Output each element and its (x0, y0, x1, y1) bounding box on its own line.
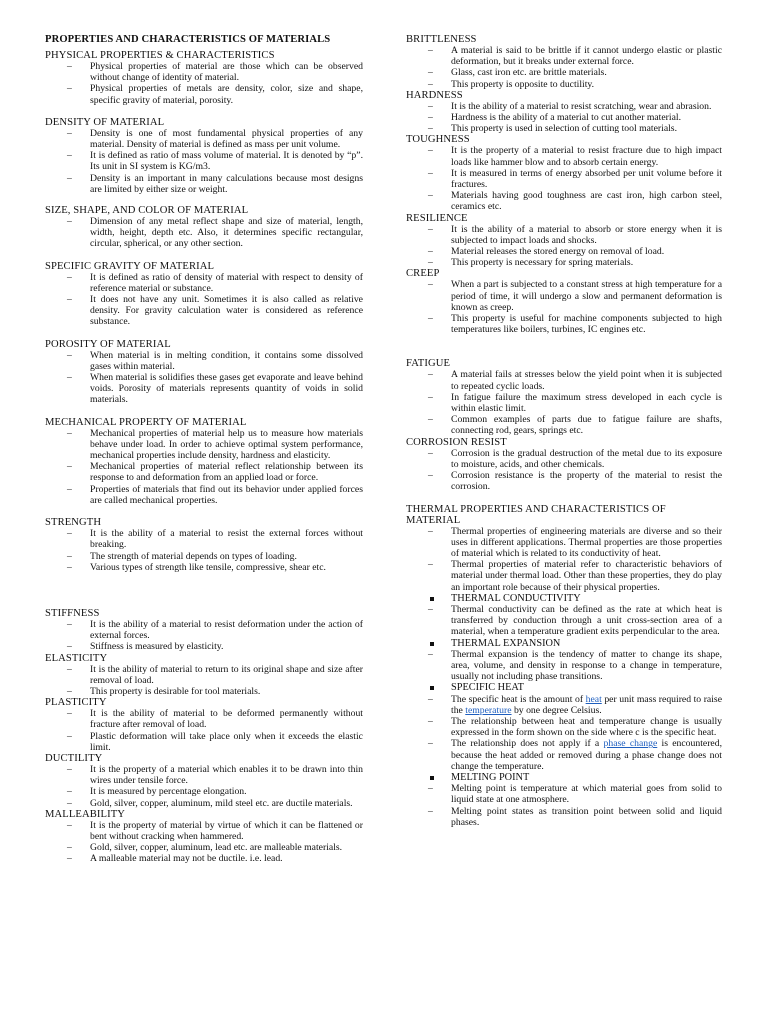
list-item (406, 246, 722, 257)
bullet-text (451, 694, 722, 716)
list-item (45, 551, 363, 562)
section-plasticity (45, 697, 363, 753)
list-item (406, 67, 722, 78)
bullet-text: Corrosion is the gradual destruction of the metal due to its exposure to moisture, acids, and other chemicals. (451, 447, 722, 470)
square-bullet-icon (430, 597, 434, 601)
bullet-text: It is defined as ratio of mass volume of material. It is denoted by “p”. Its unit in SI system is KG/m3. (90, 150, 363, 173)
text-run: is encountered, because the heat added or removed during a phase change does not change the temperature. (451, 738, 722, 772)
dash-bullet-icon: – (428, 470, 433, 482)
bullet-list (406, 101, 722, 135)
bullet-text: Material releases the stored energy on removal of load. (451, 246, 665, 258)
bullet-text: Melting point states as transition point between solid and liquid phases. (451, 805, 722, 828)
dash-bullet-icon: – (428, 559, 433, 571)
bullet-text: Corrosion resistance is the property of the material to resist the corrosion. (451, 470, 722, 493)
section-heading: DENSITY OF MATERIAL (45, 116, 165, 128)
dash-bullet-icon: – (67, 786, 72, 798)
list-item (45, 150, 363, 172)
bullet-text: Physical properties of material are those which can be observed without change of identity of material. (90, 61, 363, 84)
section-heading: RESILIENCE (406, 212, 468, 224)
dash-bullet-icon: – (67, 294, 72, 306)
section-heading: PLASTICITY (45, 697, 107, 709)
dash-bullet-icon: – (428, 257, 433, 269)
bullet-list (45, 764, 363, 809)
dash-bullet-icon: – (428, 603, 433, 615)
list-item (45, 764, 363, 786)
section-heading: MECHANICAL PROPERTY OF MATERIAL (45, 416, 247, 428)
bullet-list (45, 528, 363, 573)
dash-bullet-icon: – (67, 819, 72, 831)
list-item (406, 526, 722, 560)
list-item (406, 738, 722, 772)
dash-bullet-icon: – (428, 369, 433, 381)
section-heading: DUCTILITY (45, 752, 103, 764)
bullet-list (45, 128, 363, 195)
text-run: per unit mass required to raise the (451, 693, 722, 716)
dash-bullet-icon: – (67, 685, 72, 697)
dash-bullet-icon: – (67, 427, 72, 439)
dash-bullet-icon: – (428, 100, 433, 112)
bullet-list (406, 279, 722, 335)
list-item (406, 604, 722, 638)
subheading-label: MELTING POINT (451, 771, 530, 783)
list-item (45, 216, 363, 250)
text-run: by one degree Celsius. (511, 704, 602, 716)
list-item (45, 61, 363, 83)
section-toughness (406, 134, 722, 212)
bullet-text: This property is used in selection of cutting tool materials. (451, 123, 677, 135)
subheading-label: THERMAL CONDUCTIVITY (451, 592, 581, 604)
bullet-text: It is defined as ratio of density of material with respect to density of reference material or substance. (90, 271, 363, 294)
list-item (45, 562, 363, 573)
section-creep (406, 268, 722, 335)
subheading-label: SPECIFIC HEAT (451, 682, 524, 694)
bullet-list (406, 448, 722, 493)
hyperlink-heat[interactable]: heat (585, 693, 602, 705)
section-heading: BRITTLENESS (406, 34, 477, 45)
section-stiffness (45, 608, 363, 653)
list-item (45, 461, 363, 483)
bullet-list (45, 61, 363, 106)
bullet-text: This property is necessary for spring materials. (451, 257, 634, 269)
bullet-text: This property is useful for machine components subjected to high temperatures like boilers, turbines, IC engines etc. (451, 313, 722, 336)
list-item (406, 694, 722, 716)
list-item (406, 224, 722, 246)
bullet-text: It is the property of a material to resist fracture due to high impact loads like hammer blow and to absorb certain energy. (451, 145, 722, 168)
bullet-text: The strength of material depends on types of loading. (90, 550, 297, 562)
bullet-text: Mechanical properties of material reflect relationship between its response to and deformation from an applied load or force. (90, 461, 363, 484)
bullet-text: This property is opposite to ductility. (451, 78, 595, 90)
dash-bullet-icon: – (67, 550, 72, 562)
dash-bullet-icon: – (428, 190, 433, 202)
section-corrosion-resist (406, 437, 722, 493)
dash-bullet-icon: – (67, 216, 72, 228)
list-item (406, 45, 722, 67)
bullet-text: It is the ability of a material to resist deformation under the action of external forces. (90, 618, 363, 642)
dash-bullet-icon: – (428, 279, 433, 291)
text-run: The specific heat is the amount of (451, 693, 586, 705)
list-item (45, 272, 363, 294)
bullet-text: A malleable material may not be ductile. i.e. lead. (90, 853, 283, 865)
bullet-text: When a part is subjected to a constant stress at high temperature for a period of time, it will undergo a slow and permanent deformation is known as creep. (451, 279, 722, 313)
dash-bullet-icon: – (428, 715, 433, 727)
section-heading: MALLEABILITY (45, 808, 126, 820)
list-item (406, 649, 722, 683)
dash-bullet-icon: – (67, 461, 72, 473)
subheading-item (406, 682, 722, 693)
section-brittleness (406, 34, 722, 90)
section-resilience (406, 213, 722, 269)
dash-bullet-icon: – (67, 83, 72, 95)
section-specific-gravity-of-material (45, 261, 363, 328)
section-heading: SPECIFIC GRAVITY OF MATERIAL (45, 260, 215, 272)
bullet-list (406, 45, 722, 90)
bullet-list (406, 145, 722, 212)
list-item (406, 145, 722, 167)
dash-bullet-icon: – (428, 447, 433, 459)
subheading-item (406, 593, 722, 604)
dash-bullet-icon: – (67, 127, 72, 139)
dash-bullet-icon: – (67, 641, 72, 653)
list-item (406, 448, 722, 470)
list-item (406, 369, 722, 391)
bullet-text: It is the property of material by virtue of which it can be flattened or bent without cracking when hammered. (90, 819, 363, 842)
list-item (406, 414, 722, 436)
section-heading: SIZE, SHAPE, AND COLOR OF MATERIAL (45, 205, 249, 217)
section-heading: CREEP (406, 268, 440, 280)
section-heading: FATIGUE (406, 358, 451, 370)
bullet-text: It is the ability of a material to absorb or store energy when it is subjected to impact loads and shocks. (451, 223, 722, 246)
dash-bullet-icon: – (67, 561, 72, 573)
dash-bullet-icon: – (67, 172, 72, 184)
list-item (45, 372, 363, 406)
list-item (406, 716, 722, 738)
section-mechanical-property-of-material (45, 417, 363, 506)
section-heading: PROPERTIES AND CHARACTERISTICS OF MATERIALS (45, 34, 331, 45)
bullet-text: Thermal properties of material refer to characteristic behaviors of material under thermal load. Other than these properties, they do play an important role because of their physical properties. (451, 559, 722, 593)
bullet-text (451, 738, 722, 771)
subheading-item (406, 638, 722, 649)
bullet-list (45, 350, 363, 406)
dash-bullet-icon: – (67, 730, 72, 742)
bullet-text: This property is desirable for tool materials. (90, 685, 261, 697)
list-item (45, 820, 363, 842)
section-malleability (45, 809, 363, 865)
bullet-text: It does not have any unit. Sometimes it is also called as relative density. For gravity calculation water is considered as reference substance. (90, 294, 363, 328)
bullet-text: Thermal expansion is the tendency of matter to change its shape, area, volume, and density in response to a change in temperature, usually not including phase transitions. (451, 648, 722, 683)
section-size-shape-and-color-of-material (45, 205, 363, 250)
subheading-label: THERMAL EXPANSION (451, 637, 561, 649)
dash-bullet-icon: – (428, 648, 433, 660)
dash-bullet-icon: – (67, 528, 72, 540)
list-item (406, 806, 722, 828)
dash-bullet-icon: – (428, 78, 433, 90)
dash-bullet-icon: – (428, 167, 433, 179)
bullet-text: It is measured in terms of energy absorbed per unit volume before it fractures. (451, 167, 722, 191)
dash-bullet-icon: – (67, 483, 72, 495)
list-item (45, 686, 363, 697)
bullet-text: Density is one of most fundamental physical properties of any material. Density of material is defined as mass per unit volume. (90, 127, 363, 151)
bullet-text: In fatigue failure the maximum stress developed in each cycle is within elastic limit. (451, 391, 722, 415)
section-strength (45, 517, 363, 573)
bullet-text: Thermal conductivity can be defined as the rate at which heat is transferred by conduction through a unit cross-section area of a material, when a temperature gradient exits perpendicular to the area. (451, 603, 722, 638)
bullet-text: Common examples of parts due to fatigue failure are shafts, connecting rod, gears, springs etc. (451, 414, 722, 437)
section-heading: TOUGHNESS (406, 134, 470, 146)
bullet-text: It is the ability of material to be deformed permanently without fracture after removal of load. (90, 708, 363, 731)
list-item (406, 101, 722, 112)
dash-bullet-icon: – (67, 797, 72, 809)
bullet-list (45, 428, 363, 506)
list-item (406, 783, 722, 805)
list-item (45, 641, 363, 652)
section-porosity-of-material (45, 339, 363, 406)
hyperlink-phase-change[interactable]: phase change (603, 738, 658, 750)
bullet-list (45, 272, 363, 328)
section-heading: PHYSICAL PROPERTIES & CHARACTERISTICS (45, 50, 275, 61)
left-column (45, 34, 363, 865)
section-ductility (45, 753, 363, 809)
list-item (45, 294, 363, 328)
list-item (45, 708, 363, 730)
bullet-text: Gold, silver, copper, aluminum, mild steel etc. are ductile materials. (90, 797, 353, 809)
dash-bullet-icon: – (428, 45, 433, 56)
hyperlink-temperature[interactable]: temperature (465, 704, 512, 716)
list-item (45, 128, 363, 150)
dash-bullet-icon: – (67, 663, 72, 675)
list-item (45, 664, 363, 686)
dash-bullet-icon: – (428, 67, 433, 79)
dash-bullet-icon: – (428, 414, 433, 426)
list-item (45, 842, 363, 853)
list-item (406, 168, 722, 190)
dash-bullet-icon: – (428, 525, 433, 537)
dash-bullet-icon: – (67, 708, 72, 720)
section-heading: THERMAL PROPERTIES AND CHARACTERISTICS OF MATERIAL (406, 503, 666, 526)
dash-bullet-icon: – (428, 112, 433, 124)
bullet-text: It is the property of a material which enables it to be drawn into thin wires under tensile force. (90, 763, 363, 787)
dash-bullet-icon: – (67, 150, 72, 162)
bullet-text: The relationship between heat and temperature change is usually expressed in the form shown on the side where c is the specific heat. (451, 715, 722, 739)
section-heading: ELASTICITY (45, 652, 108, 664)
list-item (45, 853, 363, 864)
right-column (406, 34, 722, 828)
list-item (406, 313, 722, 335)
section-physical-properties-characteristics (45, 50, 363, 106)
list-item (406, 112, 722, 123)
bullet-list (45, 820, 363, 865)
list-item (45, 484, 363, 506)
bullet-text: Gold, silver, copper, aluminum, lead etc. are malleable materials. (90, 842, 343, 854)
bullet-text: A material is said to be brittle if it cannot undergo elastic or plastic deformation, but it breaks under external force. (451, 45, 722, 68)
dash-bullet-icon: – (428, 246, 433, 258)
bullet-text: When material is solidifies these gases get evaporate and leave behind voids. Porosity of materials represents quantity of voids in solid materials. (90, 372, 363, 406)
dash-bullet-icon: – (428, 805, 433, 817)
list-item (45, 619, 363, 641)
dash-bullet-icon: – (67, 842, 72, 854)
section-heading: STIFFNESS (45, 607, 100, 619)
bullet-text: Plastic deformation will take place only when it exceeds the elastic limit. (90, 730, 363, 753)
square-bullet-icon (430, 686, 434, 690)
bullet-text: Stiffness is measured by elasticity. (90, 641, 224, 653)
bullet-text: Dimension of any metal reflect shape and size of material, length, width, height, depth etc. Also, it determines specific rectangular, circular, spherical, or any other section. (90, 216, 363, 250)
dash-bullet-icon: – (67, 763, 72, 775)
bullet-text: Mechanical properties of material help us to measure how materials behave under load. In order to achieve optimal system performance, mechanical properties include density, hardness and elasticity. (90, 427, 363, 462)
bullet-text: Thermal properties of engineering materials are diverse and so their uses in different applications. Thermal properties are those properties of material which is related to its conductivity of heat. (451, 525, 722, 559)
dash-bullet-icon: – (428, 738, 433, 750)
bullet-list (45, 708, 363, 753)
section-heading: CORROSION RESIST (406, 436, 507, 448)
subheading-item (406, 772, 722, 783)
list-item (45, 798, 363, 809)
list-item (45, 350, 363, 372)
bullet-text: It is measured by percentage elongation. (90, 786, 247, 798)
dash-bullet-icon: – (67, 853, 72, 865)
dash-bullet-icon: – (428, 123, 433, 135)
dash-bullet-icon: – (428, 693, 433, 705)
section-heading: POROSITY OF MATERIAL (45, 338, 171, 350)
bullet-text: Various types of strength like tensile, compressive, shear etc. (90, 561, 326, 573)
section-heading: STRENGTH (45, 517, 102, 529)
bullet-text: Glass, cast iron etc. are brittle materials. (451, 67, 607, 79)
section-elasticity (45, 653, 363, 698)
list-item (406, 257, 722, 268)
section-heading: HARDNESS (406, 89, 463, 101)
text-run: The relationship does not apply if a (451, 738, 604, 750)
list-item (45, 83, 363, 105)
dash-bullet-icon: – (67, 618, 72, 630)
bullet-list (45, 664, 363, 698)
bullet-text: Materials having good toughness are cast iron, high carbon steel, ceramics etc. (451, 190, 722, 213)
bullet-list (406, 224, 722, 269)
section-density-of-material (45, 117, 363, 195)
dash-bullet-icon: – (428, 223, 433, 235)
list-item (45, 528, 363, 550)
dash-bullet-icon: – (67, 61, 72, 72)
list-item (406, 559, 722, 593)
bullet-list (45, 216, 363, 250)
list-item (406, 79, 722, 90)
section-hardness (406, 90, 722, 135)
list-item (406, 190, 722, 212)
dash-bullet-icon: – (428, 145, 433, 157)
section-fatigue (406, 358, 722, 436)
bullet-text: Density is an important in many calculations because most designs are limited by either size or weight. (90, 172, 363, 195)
list-item (45, 428, 363, 462)
list-item (45, 786, 363, 797)
dash-bullet-icon: – (67, 349, 72, 361)
bullet-text: Melting point is temperature at which material goes from solid to liquid state at one atmosphere. (451, 783, 722, 806)
list-item (406, 123, 722, 134)
bullet-text: It is the ability of material to return to its original shape and size after removal of load. (90, 663, 363, 686)
bullet-text: When material is in melting condition, it contains some dissolved gases within material. (90, 349, 363, 372)
bullet-list (406, 526, 722, 828)
list-item (45, 731, 363, 753)
dash-bullet-icon: – (67, 372, 72, 384)
bullet-text: It is the ability of a material to resist the external forces without breaking. (90, 528, 363, 551)
bullet-text: Properties of materials that find out its behavior under applied forces are called mechanical properties. (90, 483, 363, 506)
section-properties-and-characteristics-of-materi (45, 34, 363, 45)
list-item (406, 470, 722, 492)
list-item (45, 173, 363, 195)
dash-bullet-icon: – (428, 391, 433, 403)
bullet-list (406, 369, 722, 436)
list-item (406, 392, 722, 414)
dash-bullet-icon: – (428, 313, 433, 325)
dash-bullet-icon: – (428, 783, 433, 795)
square-bullet-icon (430, 776, 434, 780)
bullet-text: A material fails at stresses below the yield point when it is subjected to repeated cyclic loads. (451, 369, 722, 392)
bullet-text: Physical properties of metals are density, color, size and shape, specific gravity of material, porosity. (90, 83, 363, 106)
list-item (406, 279, 722, 313)
square-bullet-icon (430, 642, 434, 646)
dash-bullet-icon: – (67, 271, 72, 283)
bullet-text: Hardness is the ability of a material to cut another material. (451, 112, 681, 124)
bullet-text: It is the ability of a material to resist scratching, wear and abrasion. (451, 100, 712, 112)
bullet-list (45, 619, 363, 653)
section-thermal-properties-and-characteristics-o (406, 504, 722, 828)
